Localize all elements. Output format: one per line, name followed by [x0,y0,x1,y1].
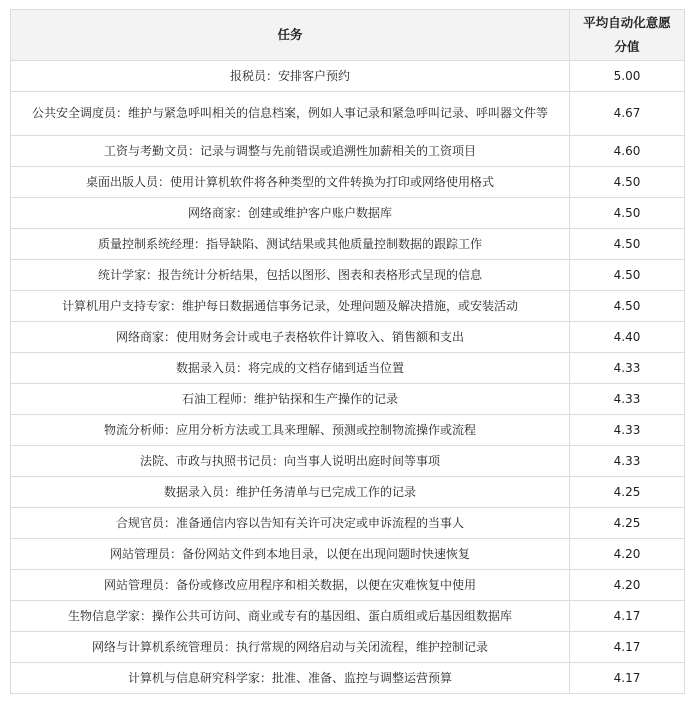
table-row [11,353,685,384]
table-row [11,291,685,322]
table-row [11,477,685,508]
task-cell: 网络与计算机系统管理员：执行常规的网络启动与关闭流程，维护控制记录 [11,632,570,663]
table-row [11,570,685,601]
table-header [11,10,685,61]
task-cell: 网络商家：使用财务会计或电子表格软件计算收入、销售额和支出 [11,322,570,353]
table-row [11,167,685,198]
task-cell: 法院、市政与执照书记员：向当事人说明出庭时间等事项 [11,446,570,477]
score-cell: 4.25 [570,508,685,539]
table-row [11,384,685,415]
task-cell: 公共安全调度员：维护与紧急呼叫相关的信息档案，例如人事记录和紧急呼叫记录、呼叫器文件等 [11,92,570,136]
table-row [11,663,685,694]
task-cell: 数据录入员：维护任务清单与已完成工作的记录 [11,477,570,508]
score-cell: 4.17 [570,663,685,694]
task-cell: 生物信息学家：操作公共可访问、商业或专有的基因组、蛋白质组或后基因组数据库 [11,601,570,632]
score-cell: 4.50 [570,291,685,322]
automation-table-container [10,9,684,694]
table-row [11,61,685,92]
score-cell: 4.33 [570,415,685,446]
task-cell: 工资与考勤文员：记录与调整与先前错误或追溯性加薪相关的工资项目 [11,136,570,167]
score-cell: 4.50 [570,260,685,291]
table-row [11,415,685,446]
score-cell: 4.20 [570,570,685,601]
table-row [11,601,685,632]
task-cell: 桌面出版人员：使用计算机软件将各种类型的文件转换为打印或网络使用格式 [11,167,570,198]
score-cell: 4.17 [570,601,685,632]
score-cell: 4.40 [570,322,685,353]
task-cell: 石油工程师：维护钻探和生产操作的记录 [11,384,570,415]
score-cell: 5.00 [570,61,685,92]
table-row [11,198,685,229]
table-row [11,446,685,477]
task-cell: 统计学家：报告统计分析结果，包括以图形、图表和表格形式呈现的信息 [11,260,570,291]
task-cell: 物流分析师：应用分析方法或工具来理解、预测或控制物流操作或流程 [11,415,570,446]
header-score: 平均自动化意愿分值 [570,10,685,61]
task-cell: 数据录入员：将完成的文档存储到适当位置 [11,353,570,384]
task-cell: 质量控制系统经理：指导缺陷、测试结果或其他质量控制数据的跟踪工作 [11,229,570,260]
score-cell: 4.67 [570,92,685,136]
table-row [11,229,685,260]
table-row [11,322,685,353]
table-row [11,508,685,539]
header-task: 任务 [11,10,570,61]
automation-willingness-table [10,9,685,694]
table-row [11,632,685,663]
score-cell: 4.60 [570,136,685,167]
table-row [11,92,685,136]
score-cell: 4.50 [570,229,685,260]
score-cell: 4.50 [570,198,685,229]
score-cell: 4.33 [570,353,685,384]
table-row [11,539,685,570]
header-row [11,10,685,61]
score-cell: 4.25 [570,477,685,508]
task-cell: 网络商家：创建或维护客户账户数据库 [11,198,570,229]
score-cell: 4.33 [570,446,685,477]
task-cell: 网站管理员：备份网站文件到本地目录，以便在出现问题时快速恢复 [11,539,570,570]
score-cell: 4.50 [570,167,685,198]
task-cell: 计算机用户支持专家：维护每日数据通信事务记录，处理问题及解决措施，或安装活动 [11,291,570,322]
task-cell: 网站管理员：备份或修改应用程序和相关数据，以便在灾难恢复中使用 [11,570,570,601]
score-cell: 4.20 [570,539,685,570]
task-cell: 合规官员：准备通信内容以告知有关许可决定或申诉流程的当事人 [11,508,570,539]
table-row [11,260,685,291]
task-cell: 计算机与信息研究科学家：批准、准备、监控与调整运营预算 [11,663,570,694]
task-cell: 报税员：安排客户预约 [11,61,570,92]
table-body [11,61,685,694]
table-row [11,136,685,167]
score-cell: 4.17 [570,632,685,663]
score-cell: 4.33 [570,384,685,415]
